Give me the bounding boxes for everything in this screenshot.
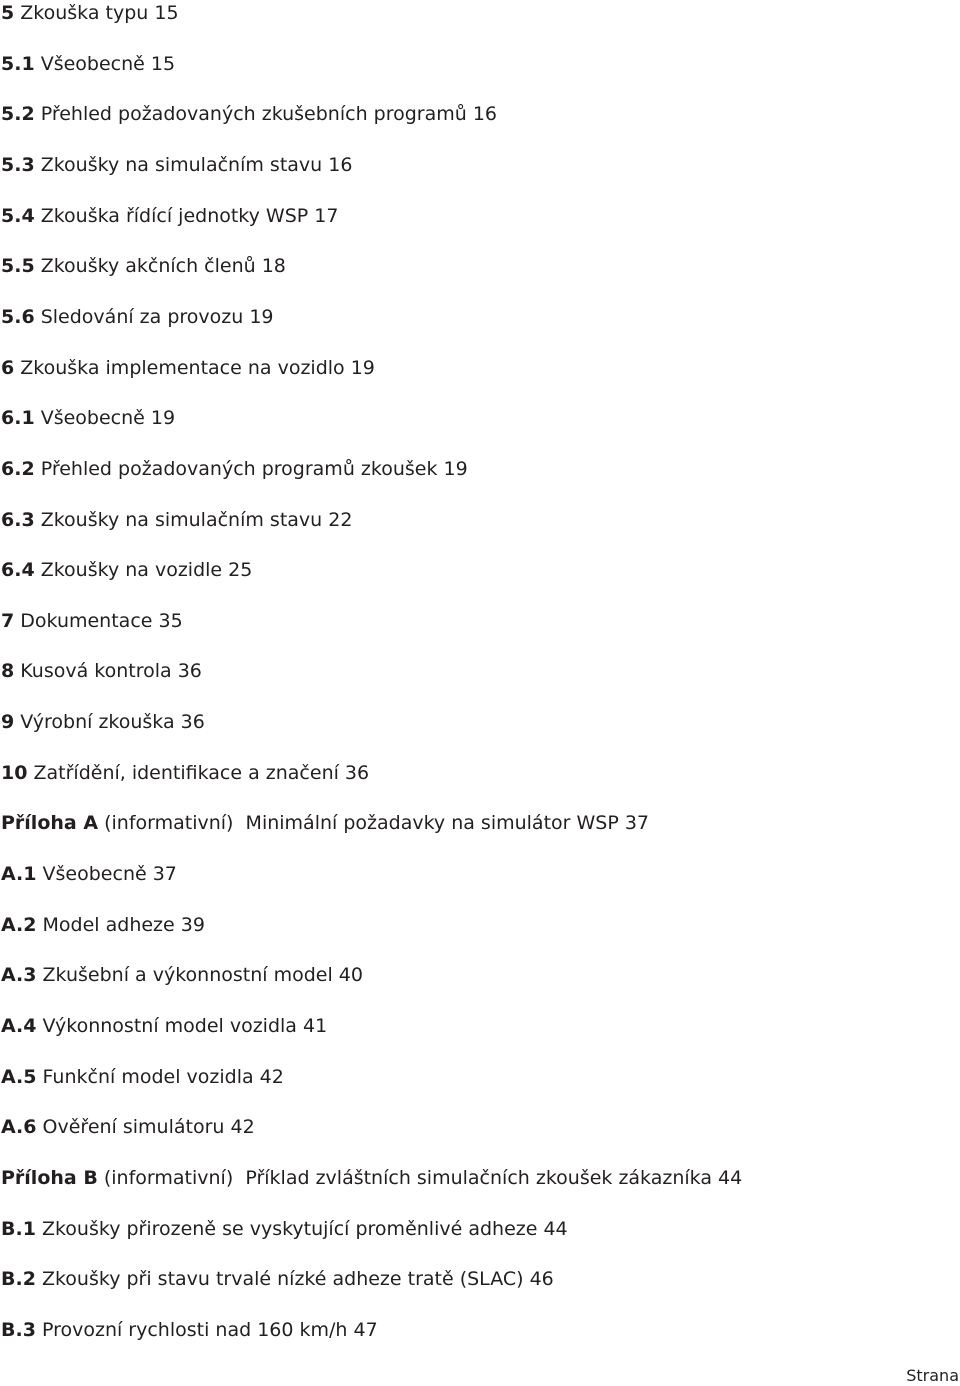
toc-entry[interactable] [1, 708, 205, 736]
toc-entry-number: 10 [1, 762, 28, 784]
toc-entry[interactable] [1, 1063, 284, 1091]
toc-entry-number: B.2 [1, 1268, 36, 1290]
toc-entry-title: (informativní) Příklad zvláštních simulačních zkoušek zákazníka 44 [97, 1167, 743, 1189]
toc-entry-number: B.3 [1, 1319, 36, 1341]
toc-entry-title: Zkušební a výkonnostní model 40 [36, 964, 363, 986]
toc-entry-title: Zkoušky na simulačním stavu 16 [34, 154, 353, 176]
toc-entry-number: 5.5 [1, 255, 35, 277]
toc-entry[interactable] [1, 252, 286, 280]
toc-entry[interactable] [1, 759, 369, 787]
toc-entry-number: Příloha A [1, 812, 99, 834]
toc-entry[interactable] [1, 1316, 378, 1344]
toc-entry[interactable] [1, 1215, 568, 1243]
toc-entry-number: 5.1 [1, 53, 35, 75]
toc-entry-number: A.3 [1, 964, 37, 986]
toc-entry[interactable] [1, 860, 177, 888]
toc-entry[interactable] [1, 506, 352, 534]
toc-entry-title: Zkouška typu 15 [14, 2, 179, 24]
toc-entry-number: A.6 [1, 1116, 37, 1138]
toc-entry-number: 6.3 [1, 509, 35, 531]
toc-entry-title: Provozní rychlosti nad 160 km/h 47 [35, 1319, 378, 1341]
toc-entry-title: Zkouška řídící jednotky WSP 17 [34, 205, 339, 227]
toc-entry-title: Všeobecně 37 [36, 863, 177, 885]
toc-entry-number: 5 [1, 2, 15, 24]
toc-entry-title: Funkční model vozidla 42 [36, 1066, 284, 1088]
toc-entry-title: Všeobecně 19 [34, 407, 176, 429]
toc-entry-number: 9 [1, 711, 15, 733]
toc-entry-number: 5.4 [1, 205, 35, 227]
toc-entry-title: Dokumentace 35 [14, 610, 183, 632]
toc-entry-title: Zatřídění, identifikace a značení 36 [27, 762, 370, 784]
toc-entry[interactable] [1, 911, 205, 939]
toc-entry-number: 6 [1, 357, 15, 379]
toc-entry-title: (informativní) Minimální požadavky na simulátor WSP 37 [98, 812, 650, 834]
toc-entry-number: 6.2 [1, 458, 35, 480]
toc-entry-number: Příloha B [1, 1167, 98, 1189]
toc-entry-number: B.1 [1, 1218, 36, 1240]
toc-entry-title: Kusová kontrola 36 [14, 660, 202, 682]
page-footer-label: Strana [906, 1366, 959, 1385]
toc-entry-title: Zkoušky při stavu trvalé nízké adheze tratě (SLAC) 46 [35, 1268, 554, 1290]
toc-entry-number: 8 [1, 660, 15, 682]
toc-entry-number: A.4 [1, 1015, 37, 1037]
toc-entry[interactable] [1, 809, 649, 837]
toc-entry-number: A.1 [1, 863, 37, 885]
toc-entry-title: Zkoušky přirozeně se vyskytující proměnlivé adheze 44 [35, 1218, 568, 1240]
toc-entry[interactable] [1, 657, 202, 685]
toc-entry[interactable] [1, 607, 183, 635]
toc-entry[interactable] [1, 303, 274, 331]
toc-entry-number: 6.4 [1, 559, 35, 581]
toc-entry-number: 5.3 [1, 154, 35, 176]
toc-entry[interactable] [1, 455, 468, 483]
toc-entry-number: 6.1 [1, 407, 35, 429]
toc-entry-title: Zkoušky na vozidle 25 [34, 559, 253, 581]
toc-entry[interactable] [1, 151, 352, 179]
toc-entry-title: Zkouška implementace na vozidlo 19 [14, 357, 375, 379]
toc-entry[interactable] [1, 961, 363, 989]
toc-entry[interactable] [1, 404, 175, 432]
toc-entry[interactable] [1, 1164, 742, 1192]
toc-entry-title: Zkoušky na simulačním stavu 22 [34, 509, 353, 531]
toc-entry-number: A.5 [1, 1066, 37, 1088]
toc-entry-number: 5.2 [1, 103, 35, 125]
toc-entry[interactable] [1, 0, 179, 27]
toc-entry-title: Všeobecně 15 [34, 53, 176, 75]
toc-entry-title: Výrobní zkouška 36 [14, 711, 205, 733]
toc-entry-title: Přehled požadovaných zkušebních programů 16 [34, 103, 498, 125]
toc-entry[interactable] [1, 1012, 327, 1040]
toc-entry-title: Ověření simulátoru 42 [36, 1116, 255, 1138]
toc-entry[interactable] [1, 354, 375, 382]
toc-entry-title: Přehled požadovaných programů zkoušek 19 [34, 458, 468, 480]
toc-entry[interactable] [1, 556, 252, 584]
toc-entry[interactable] [1, 202, 338, 230]
toc-entry-number: 5.6 [1, 306, 35, 328]
toc-entry-title: Sledování za provozu 19 [34, 306, 274, 328]
toc-entry-number: A.2 [1, 914, 37, 936]
toc-entry-title: Výkonnostní model vozidla 41 [36, 1015, 328, 1037]
toc-entry[interactable] [1, 50, 175, 78]
toc-entry-number: 7 [1, 610, 15, 632]
toc-entry[interactable] [1, 1265, 554, 1293]
toc-entry[interactable] [1, 100, 497, 128]
toc-entry[interactable] [1, 1113, 255, 1141]
toc-entry-title: Model adheze 39 [36, 914, 205, 936]
toc-entry-title: Zkoušky akčních členů 18 [34, 255, 286, 277]
